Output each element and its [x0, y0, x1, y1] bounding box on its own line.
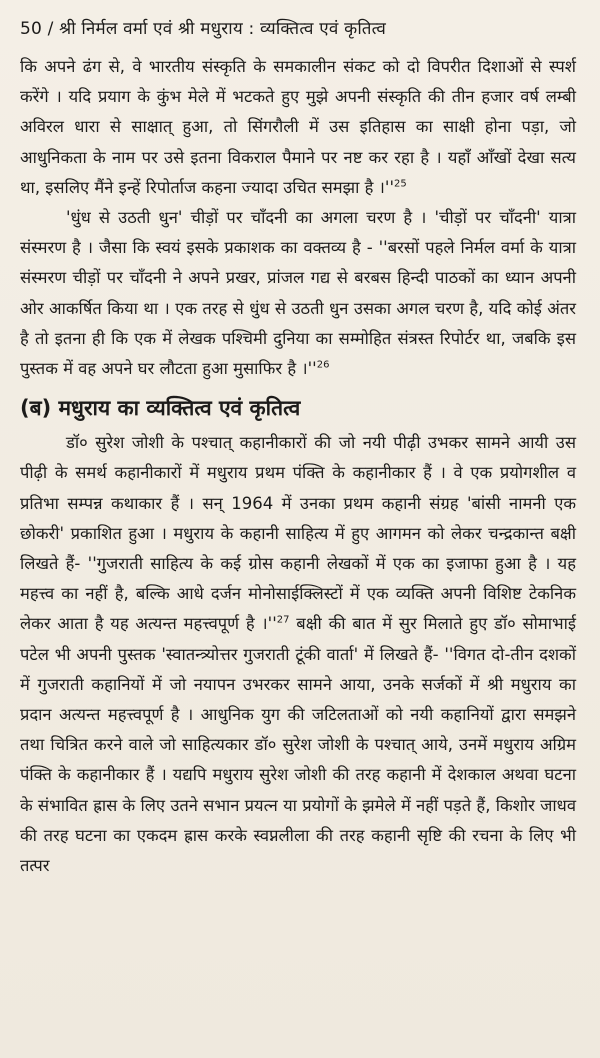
section-heading: (ब) मधुराय का व्यक्तित्व एवं कृतित्व	[20, 396, 301, 421]
paragraph-2-text: 'धुंध से उठती धुन' चीड़ों पर चाँदनी का अगला चरण है । 'चीड़ों पर चाँदनी' यात्रा संस्मरण है । जैसा कि स्वयं इसके प्रकाशक का वक्तव्य है - ''बरसों पहले निर्मल वर्मा के यात्रा संस्मरण चीड़ों पर चाँदनी ने अपने प्रखर, प्रांजल गद्य से बरबस हिन्दी पाठकों का ध्यान अपनी ओर आकर्षित किया था । एक तरह से धुंध से उठती धुन उसका अगल चरण है, यदि कोई अंतर है तो इतना ही कि एक में लेखक पश्चिमी दुनिया का सम्मोहित संत्रस्त रिपोर्टर था, जबकि इस पुस्तक में वह अपने घर लौटता हुआ मुसाफिर है ।''	[20, 208, 576, 379]
running-head: 50 / श्री निर्मल वर्मा एवं श्री मधुराय : व्यक्तित्व एवं कृतित्व	[20, 19, 387, 39]
footnote-ref-25: 25	[394, 178, 407, 190]
paragraph-3	[20, 428, 576, 881]
paragraph-1-text: कि अपने ढंग से, वे भारतीय संस्कृति के समकालीन संकट को दो विपरीत दिशाओं से स्पर्श करेंगे । यदि प्रयाग के कुंभ मेले में भटकते हुए मुझे अपनी संस्कृति की तीन हजार वर्ष लम्बी अविरल धारा से साक्षात् हुआ, तो सिंगरौली में उस इतिहास का साक्षी होना पड़ा, जो आधुनिकता के नाम पर उसे इतना विकराल पैमाने पर नष्ट कर रहा है । यहाँ आँखों देखा सत्य था, इसलिए मैंने इन्हें रिपोर्ताज कहना ज्यादा उचित समझा है ।''	[20, 57, 576, 197]
paragraph-3-text-after: बक्षी की बात में सुर मिलाते हुए डॉ० सोमाभाई पटेल भी अपनी पुस्तक 'स्वातन्त्र्योत्तर गुजराती टूंकी वार्ता' में लिखते हैं- ''विगत दो-तीन दशकों में गुजराती कहानियों में जो नयापन उभरकर सामने आया, उनके सर्जकों में श्री मधुराय का प्रदान अत्यन्त महत्त्वपूर्ण है । आधुनिक युग की जटिलताओं को नयी कहानियों द्वारा समझने तथा चित्रित करने वाले जो साहित्यकार डॉ० सुरेश जोशी के पश्चात् आये, उनमें मधुराय अग्रिम पंक्ति के कहानीकार हैं । यद्यपि मधुराय सुरेश जोशी की तरह कहानी में देशकाल अथवा घटना के संभावित ह्रास के लिए उतने सभान प्रयत्न या प्रयोगों के झमेले में नहीं पड़ते हैं, किशोर जाधव की तरह घटना का एकदम ह्रास करके स्वप्नलीला की तरह कहानी सृष्टि की रचना के लिए भी तत्पर	[20, 614, 576, 876]
footnote-ref-26: 26	[316, 359, 330, 371]
paragraph-2	[20, 203, 576, 384]
paragraph-1	[20, 52, 576, 203]
footnote-ref-27: 27	[276, 614, 290, 626]
paragraph-3-text-before: डॉ० सुरेश जोशी के पश्चात् कहानीकारों की जो नयी पीढ़ी उभकर सामने आयी उस पीढ़ी के समर्थ कहानीकारों में मधुराय प्रथम पंक्ति के कहानीकार हैं । वे एक प्रयोगशील व प्रतिभा सम्पन्न कथाकार हैं । सन् 1964 में उनका प्रथम कहानी संग्रह 'बांसी नामनी एक छोकरी' प्रकाशित हुआ । मधुराय के कहानी साहित्य में हुए आगमन को लेकर चन्द्रकान्त बक्षी लिखते हैं- ''गुजराती साहित्य के कई ग्रोस कहानी लेखकों में एक का इजाफा हुआ है । यह महत्त्व का नहीं है, बल्कि आधे दर्जन मोनोसाईक्लिस्टों में एक व्यक्ति अपनी विशिष्ट टेकनिक लेकर आता है यह अत्यन्त महत्त्वपूर्ण है ।''	[20, 433, 576, 634]
